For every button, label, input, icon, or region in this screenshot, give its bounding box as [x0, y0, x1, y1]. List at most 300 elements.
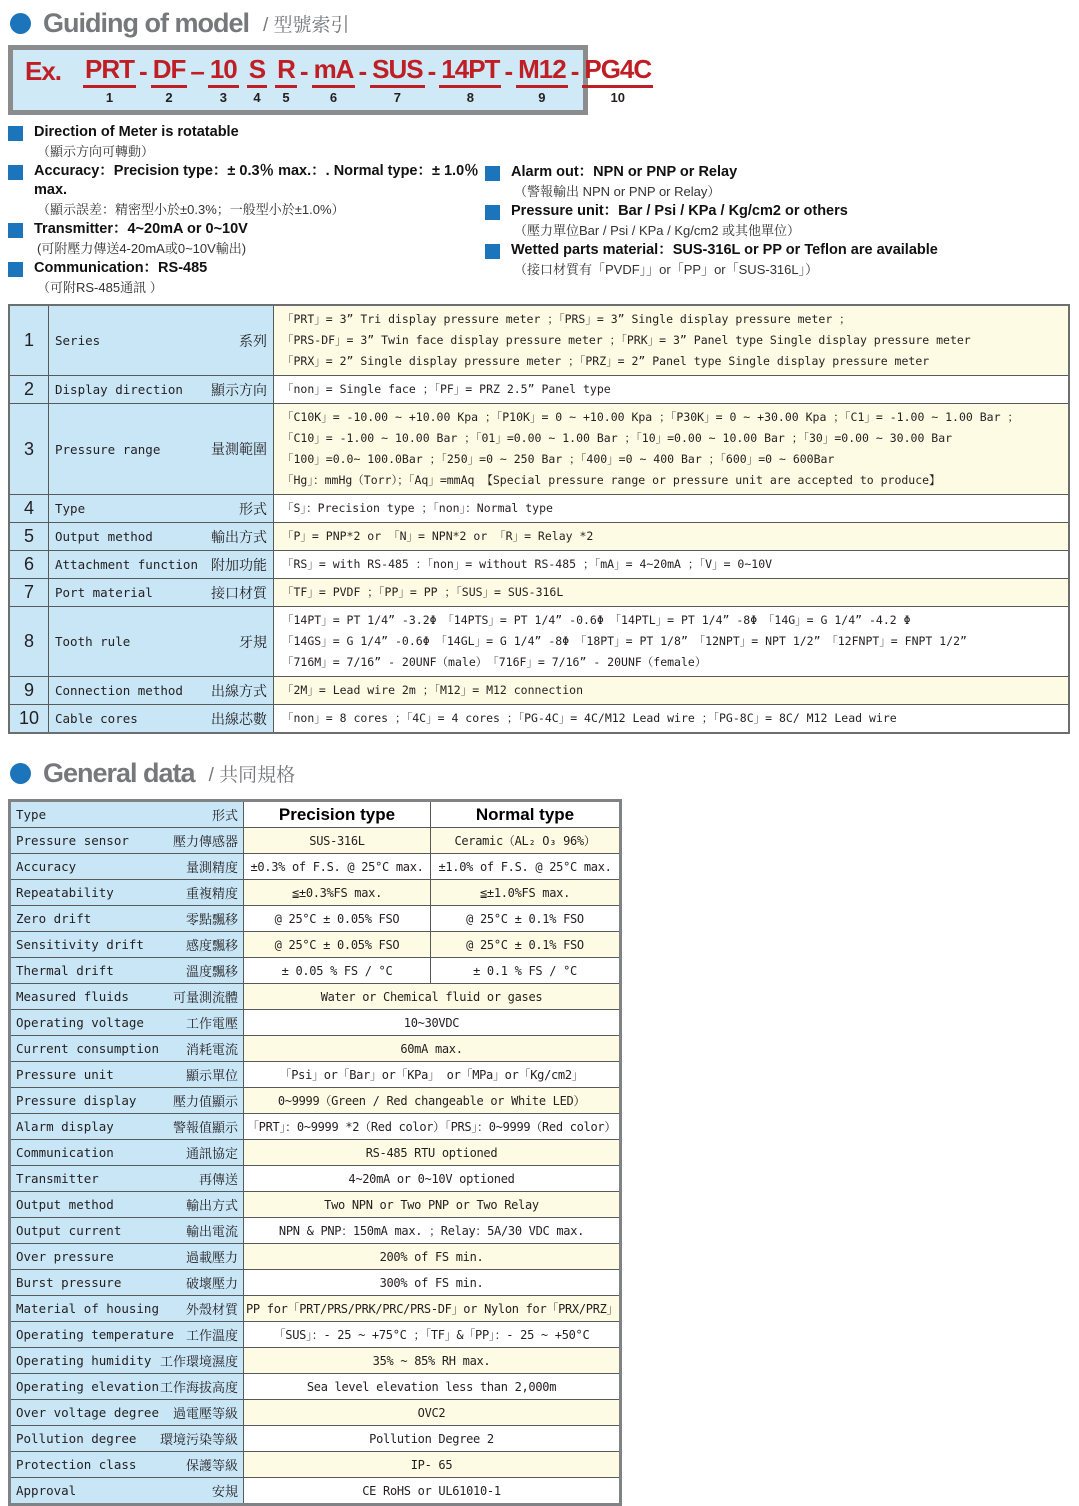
spec-value-merged: 200% of FS min. [244, 1244, 621, 1270]
spec-label-zh: 破壞壓力 [185, 1276, 238, 1291]
spec-value-merged: Water or Chemical fluid or gases [244, 984, 621, 1010]
spec-label-zh: 再傳送 [198, 1172, 238, 1187]
row-content-line: 「C10」= -1.00 ~ 10.00 Bar ；「01」=0.00 ~ 1.00 Bar ；「10」=0.00 ~ 10.00 Bar ；「30」=0.00 ~ 30.00 Bar [282, 431, 953, 445]
spec-label-en: Protection class [16, 1457, 137, 1472]
spec-label-en: Pressure sensor [16, 833, 129, 848]
bullet-square-icon [8, 126, 23, 141]
row-content-cell [274, 523, 1070, 551]
feature-text-zh: （顯示誤差：精密型小於±0.3%；一般型小於±1.0%） [37, 202, 345, 217]
general-table-row [10, 932, 621, 958]
model-code-segment [267, 54, 297, 105]
row-content-cell [274, 551, 1070, 579]
feature-text-en: Accuracy：Precision type：± 0.3％ max.：. Normal type：± 1.0％ max. [34, 163, 479, 198]
row-label-en: Series [55, 333, 101, 348]
spec-label-en: Approval [16, 1483, 77, 1498]
row-content-line: 「TF」= PVDF ；「PP」= PP ；「SUS」= SUS-316L [282, 585, 564, 599]
segment-separator: – [190, 56, 205, 86]
spec-label-cell [10, 1478, 244, 1505]
spec-label-cell [10, 1270, 244, 1296]
model-table-row [9, 305, 1069, 376]
spec-label-en: Output current [16, 1223, 122, 1238]
row-content-line: 「PRX」= 2” Single display pressure meter ；「PRZ」= 2” Panel type Single display pressure meter [282, 354, 930, 368]
spec-label-cell [10, 1140, 244, 1166]
spec-value-precision: ≦±0.3%FS max. [244, 880, 431, 906]
spec-label-zh: 保護等級 [185, 1458, 238, 1473]
row-content-line: 「100」=0.0~ 100.0Bar ；「250」=0 ~ 250 Bar ；「400」=0 ~ 400 Bar ；「600」=0 ~ 600Bar [282, 452, 835, 466]
model-code-segment [297, 54, 356, 105]
spec-value-merged: 300% of FS min. [244, 1270, 621, 1296]
row-label-en: Type [55, 501, 86, 516]
row-label-cell [49, 495, 274, 523]
spec-label-zh: 零點飄移 [185, 912, 238, 927]
row-label-en: Output method [55, 529, 153, 544]
row-label-cell [49, 607, 274, 677]
row-label-cell [49, 305, 274, 376]
feature-text-zh: （壓力單位Bar / Psi / KPa / Kg/cm2 或其他單位） [514, 223, 801, 238]
segment-number: 1 [105, 90, 114, 105]
spec-value-merged: RS-485 RTU optioned [244, 1140, 621, 1166]
spec-label-cell [10, 880, 244, 906]
general-title-zh: / 共同規格 [208, 765, 296, 786]
row-label-zh: 牙規 [239, 633, 267, 650]
row-content-line: 「PRS-DF」= 3” Twin face display pressure meter ；「PRK」= 3” Panel type Single display pressure meter [282, 333, 971, 347]
segment-text: PG4C [582, 54, 653, 88]
feature-text-zh: (可附壓力傳送4-20mA或0~10V輸出) [37, 241, 247, 256]
spec-label-zh: 工作電壓 [185, 1016, 238, 1031]
header-label-cell [10, 801, 244, 828]
spec-label-zh: 輸出電流 [185, 1224, 238, 1239]
model-code-segment [75, 54, 136, 105]
spec-label-zh: 外殼材質 [185, 1302, 238, 1317]
row-label-zh: 顯示方向 [211, 381, 267, 398]
row-content-cell [274, 677, 1070, 705]
spec-label-en: Operating temperature [16, 1327, 175, 1342]
feature-item [8, 220, 485, 258]
spec-value-merged: OVC2 [244, 1400, 621, 1426]
row-number: 5 [9, 523, 49, 551]
model-table-row [9, 404, 1069, 495]
general-table-row [10, 880, 621, 906]
spec-value-merged: NPN & PNP：150mA max. ；Relay：5A/30 VDC max. [244, 1218, 621, 1244]
spec-label-zh: 工作溫度 [185, 1328, 238, 1343]
row-label-en: Attachment function [55, 557, 198, 572]
spec-label-zh: 環境污染等級 [159, 1432, 238, 1447]
row-content-line: 「C10K」= -10.00 ~ +10.00 Kpa ；「P10K」= 0 ~ +10.00 Kpa ；「P30K」= 0 ~ +30.00 Kpa ；「C1」= -1.00 ~ 1.00 Bar ； [282, 410, 1019, 424]
spec-label-en: Operating humidity [16, 1353, 152, 1368]
spec-label-cell [10, 1400, 244, 1426]
row-content-line: 「P」= PNP*2 or 「N」= NPN*2 or 「R」= Relay *2 [282, 529, 594, 543]
general-table-row [10, 906, 621, 932]
spec-label-zh: 消耗電流 [185, 1042, 238, 1057]
guiding-title-zh: / 型號索引 [262, 15, 350, 36]
row-label-en: Cable cores [55, 711, 138, 726]
spec-value-precision: ±0.3% of F.S. @ 25°C max. [244, 854, 431, 880]
spec-value-merged: PP for「PRT/PRS/PRK/PRC/PRS-DF」or Nylon for「PRX/PRZ」 [244, 1296, 621, 1322]
row-content-line: 「S」：Precision type ；「non」：Normal type [282, 501, 553, 515]
bullet-square-icon [485, 205, 500, 220]
spec-label-en: Repeatability [16, 885, 114, 900]
spec-label-zh: 可量測流體 [172, 990, 238, 1005]
general-table-row [10, 1088, 621, 1114]
row-content-cell [274, 376, 1070, 404]
general-table-row [10, 1322, 621, 1348]
spec-value-merged: Sea level elevation less than 2,000m [244, 1374, 621, 1400]
feature-item [8, 123, 485, 161]
spec-label-cell [10, 854, 244, 880]
row-label-zh: 出線方式 [211, 682, 267, 699]
general-table-row [10, 1400, 621, 1426]
spec-label-en: Thermal drift [16, 963, 114, 978]
row-number: 10 [9, 705, 49, 734]
row-label-zh: 附加功能 [211, 556, 267, 573]
model-table-row [9, 523, 1069, 551]
general-table-row [10, 1036, 621, 1062]
feature-text-zh: （警報輸出 NPN or PNP or Relay） [514, 184, 721, 199]
spec-label-en: Material of housing [16, 1301, 159, 1316]
row-number: 4 [9, 495, 49, 523]
spec-label-zh: 感度飄移 [185, 938, 238, 953]
model-table-row [9, 607, 1069, 677]
model-code-segment [425, 54, 502, 105]
general-table-row [10, 1244, 621, 1270]
spec-label-cell [10, 1218, 244, 1244]
feature-text-en: Direction of Meter is rotatable [34, 124, 239, 140]
spec-label-cell [10, 1244, 244, 1270]
model-code-segment [568, 54, 653, 105]
row-label-zh: 接口材質 [211, 584, 267, 601]
general-table-row [10, 1374, 621, 1400]
row-content-line: 「non」= Single face ；「PF」= PRZ 2.5” Panel type [282, 382, 611, 396]
guiding-section-header [0, 6, 1079, 45]
segment-number: 10 [610, 90, 625, 105]
general-table-row [10, 1270, 621, 1296]
general-table-row [10, 984, 621, 1010]
row-number: 3 [9, 404, 49, 495]
feature-text-en: Wetted parts material：SUS-316L or PP or Teflon are available [511, 242, 938, 258]
row-number: 9 [9, 677, 49, 705]
spec-value-normal: ± 0.1 % FS / °C [431, 958, 621, 984]
segment-number: 2 [165, 90, 173, 105]
spec-label-cell [10, 1192, 244, 1218]
segment-number: 6 [329, 90, 338, 105]
normal-type-header: Normal type [431, 801, 621, 828]
spec-value-merged: 0~9999（Green / Red changeable or White LED） [244, 1088, 621, 1114]
spec-value-merged: CE RoHS or UL61010-1 [244, 1478, 621, 1505]
feature-text-zh: （可附RS-485通訊 ） [37, 280, 163, 295]
spec-value-normal: ±1.0% of F.S. @ 25°C max. [431, 854, 621, 880]
row-content-line: 「Hg」：mmHg（Torr）；「Aq」=mmAq 【Special pressure range or pressure unit are accepted to produce】 [282, 473, 941, 487]
feature-text-en: Alarm out：NPN or PNP or Relay [511, 164, 738, 180]
header-label-en: Type [16, 807, 47, 822]
row-content-cell [274, 495, 1070, 523]
spec-label-en: Sensitivity drift [16, 937, 144, 952]
spec-label-cell [10, 1062, 244, 1088]
segment-text: mA [312, 54, 356, 88]
spec-value-merged: 35% ~ 85% RH max. [244, 1348, 621, 1374]
model-table-row [9, 705, 1069, 734]
spec-label-zh: 過電壓等級 [172, 1406, 238, 1421]
general-table-row [10, 1218, 621, 1244]
general-title: General data [43, 758, 195, 788]
general-table-row [10, 1192, 621, 1218]
general-data-table [8, 799, 622, 1506]
general-table-row [10, 1140, 621, 1166]
row-label-cell [49, 376, 274, 404]
general-table-row [10, 1062, 621, 1088]
bullet-square-icon [485, 244, 500, 259]
row-content-line: 「2M」= Lead wire 2m ；「M12」= M12 connection [282, 683, 583, 697]
general-table-row [10, 1348, 621, 1374]
row-label-cell [49, 404, 274, 495]
spec-value-merged: 60mA max. [244, 1036, 621, 1062]
spec-value-normal: @ 25°C ± 0.1% FSO [431, 932, 621, 958]
feature-lists [8, 123, 1079, 298]
spec-label-zh: 溫度飄移 [185, 964, 238, 979]
general-table-row [10, 1010, 621, 1036]
spec-label-en: Alarm display [16, 1119, 114, 1134]
spec-label-en: Operating voltage [16, 1015, 144, 1030]
spec-label-zh: 壓力值顯示 [172, 1094, 238, 1109]
feature-text-zh: （顯示方向可轉動） [37, 144, 155, 159]
spec-label-en: Zero drift [16, 911, 92, 926]
spec-value-precision: ± 0.05 % FS / °C [244, 958, 431, 984]
spec-value-normal: Ceramic（AL₂ O₃ 96%） [431, 828, 621, 854]
row-label-en: Pressure range [55, 441, 161, 457]
spec-label-en: Pressure display [16, 1093, 137, 1108]
row-label-en: Connection method [55, 683, 183, 698]
segment-separator: - [427, 56, 437, 86]
row-content-cell [274, 705, 1070, 734]
row-content-line: 「RS」= with RS-485 ：「non」= without RS-485 ；「mA」= 4~20mA ；「V」= 0~10V [282, 557, 773, 571]
spec-label-zh: 輸出方式 [185, 1198, 238, 1213]
model-table-row [9, 579, 1069, 607]
general-table-row [10, 1478, 621, 1505]
feature-item [485, 202, 1079, 240]
general-table-header-row [10, 801, 621, 828]
spec-label-zh: 壓力傳感器 [172, 834, 238, 849]
segment-separator: - [358, 56, 368, 86]
spec-value-merged: 「SUS」：- 25 ~ +75°C ；「TF」&「PP」：- 25 ~ +50°C [244, 1322, 621, 1348]
spec-label-zh: 通訊協定 [185, 1146, 238, 1161]
feature-text-en: Communication：RS-485 [34, 260, 208, 276]
spec-label-zh: 工作海拔高度 [159, 1380, 238, 1395]
segment-text: 14PT [439, 54, 501, 88]
row-content-line: 「14GS」= G 1/4” -0.6Φ 「14GL」= G 1/4” -8Φ 「18PT」= PT 1/8” 「12NPT」= NPT 1/2” 「12FNPT」= FNPT 1/2” [282, 634, 967, 648]
segment-text: 10 [208, 54, 239, 88]
general-table-row [10, 1452, 621, 1478]
bullet-circle-icon [10, 763, 31, 784]
general-table-row [10, 854, 621, 880]
model-table-row [9, 376, 1069, 404]
spec-label-en: Communication [16, 1145, 114, 1160]
row-number: 1 [9, 305, 49, 376]
segment-text: M12 [516, 54, 568, 88]
spec-label-cell [10, 828, 244, 854]
bullet-square-icon [8, 223, 23, 238]
feature-item [8, 259, 485, 297]
general-table-row [10, 1426, 621, 1452]
spec-label-zh: 量測精度 [185, 860, 238, 875]
spec-label-cell [10, 1010, 244, 1036]
segment-separator: - [299, 56, 309, 86]
spec-label-zh: 工作環境濕度 [159, 1354, 238, 1369]
spec-value-merged: Two NPN or Two PNP or Two Relay [244, 1192, 621, 1218]
spec-label-cell [10, 1452, 244, 1478]
spec-label-en: Pollution degree [16, 1431, 137, 1446]
spec-label-cell [10, 1426, 244, 1452]
row-label-cell [49, 579, 274, 607]
spec-value-merged: 4~20mA or 0~10V optioned [244, 1166, 621, 1192]
segment-number: 3 [219, 90, 227, 105]
general-table-row [10, 1166, 621, 1192]
row-label-zh: 輸出方式 [211, 528, 267, 545]
row-content-cell [274, 305, 1070, 376]
segment-number: 8 [466, 90, 474, 105]
spec-label-en: Over pressure [16, 1249, 114, 1264]
row-label-zh: 量測範圍 [211, 441, 267, 457]
spec-label-cell [10, 1322, 244, 1348]
row-label-cell [49, 523, 274, 551]
row-content-line: 「PRT」= 3” Tri display pressure meter ；「PRS」= 3” Single display pressure meter ； [282, 312, 851, 326]
row-label-zh: 系列 [239, 332, 267, 349]
spec-label-en: Transmitter [16, 1171, 99, 1186]
spec-value-merged: 10~30VDC [244, 1010, 621, 1036]
row-number: 2 [9, 376, 49, 404]
spec-value-merged: 「Psi」or「Bar」or「KPa」 or「MPa」or「Kg/cm2」 [244, 1062, 621, 1088]
model-code-segments [75, 54, 653, 105]
segment-number: 4 [253, 90, 261, 105]
spec-label-cell [10, 1348, 244, 1374]
bullet-square-icon [485, 166, 500, 181]
row-label-cell [49, 705, 274, 734]
row-content-line: 「716M」= 7/16” - 20UNF（male） 「716F」= 7/16” - 20UNF（female） [282, 655, 707, 669]
row-content-cell [274, 607, 1070, 677]
model-code-segment [187, 54, 238, 105]
spec-label-zh: 過載壓力 [185, 1250, 238, 1265]
spec-value-merged: 「PRT」：0~9999 *2（Red color）「PRS」：0~9999（Red color） [244, 1114, 621, 1140]
row-number: 8 [9, 607, 49, 677]
segment-text: PRT [83, 54, 136, 88]
spec-label-cell [10, 1296, 244, 1322]
bullet-square-icon [8, 262, 23, 277]
bullet-square-icon [8, 165, 23, 180]
bullet-circle-icon [10, 13, 31, 34]
row-content-line: 「non」= 8 cores ；「4C」= 4 cores ；「PG-4C」= 4C/M12 Lead wire ；「PG-8C」= 8C/ M12 Lead wire [282, 711, 897, 725]
feature-item [485, 163, 1079, 201]
spec-label-zh: 重複精度 [185, 886, 238, 901]
model-code-table [8, 304, 1070, 734]
model-table-row [9, 551, 1069, 579]
spec-label-en: Current consumption [16, 1041, 159, 1056]
segment-separator: - [139, 56, 148, 86]
feature-text-zh: （接口材質有「PVDF」」or「PP」or「SUS-316L」） [514, 262, 819, 277]
spec-label-en: Accuracy [16, 859, 77, 874]
spec-label-zh: 警報值顯示 [172, 1120, 238, 1135]
spec-value-merged: Pollution Degree 2 [244, 1426, 621, 1452]
spec-label-zh: 安規 [211, 1484, 238, 1499]
row-label-cell [49, 551, 274, 579]
row-label-en: Display direction [55, 382, 183, 397]
segment-text: R [275, 54, 297, 88]
spec-value-normal: ≦±1.0%FS max. [431, 880, 621, 906]
row-number: 6 [9, 551, 49, 579]
spec-label-cell [10, 1036, 244, 1062]
segment-separator: - [570, 56, 580, 86]
general-section-header [0, 756, 1079, 795]
general-table-row [10, 1114, 621, 1140]
feature-item [485, 241, 1079, 279]
example-prefix: Ex. [25, 56, 62, 86]
row-label-zh: 形式 [239, 500, 267, 517]
feature-text-en: Pressure unit：Bar / Psi / KPa / Kg/cm2 or others [511, 203, 848, 219]
spec-label-en: Output method [16, 1197, 114, 1212]
general-table-row [10, 828, 621, 854]
row-label-en: Tooth rule [55, 634, 131, 649]
row-label-cell [49, 677, 274, 705]
row-content-cell [274, 404, 1070, 495]
segment-text: S [247, 54, 267, 88]
segment-number: 7 [393, 90, 401, 105]
general-table-row [10, 958, 621, 984]
segment-text: DF [151, 54, 188, 88]
spec-label-cell [10, 1088, 244, 1114]
spec-value-merged: IP- 65 [244, 1452, 621, 1478]
spec-value-precision: @ 25°C ± 0.05% FSO [244, 906, 431, 932]
spec-value-precision: @ 25°C ± 0.05% FSO [244, 932, 431, 958]
spec-label-cell [10, 984, 244, 1010]
precision-type-header: Precision type [244, 801, 431, 828]
spec-label-cell [10, 1166, 244, 1192]
feature-item [8, 162, 485, 219]
header-label-zh: 形式 [211, 808, 238, 823]
spec-label-en: Burst pressure [16, 1275, 122, 1290]
spec-label-cell [10, 1374, 244, 1400]
model-code-segment [239, 54, 267, 105]
feature-column-left [8, 123, 485, 298]
model-table-row [9, 495, 1069, 523]
spec-value-precision: SUS-316L [244, 828, 431, 854]
row-content-cell [274, 579, 1070, 607]
segment-number: 9 [538, 90, 546, 105]
guiding-title: Guiding of model [43, 8, 249, 38]
model-table-row [9, 677, 1069, 705]
segment-number: 5 [282, 90, 290, 105]
feature-text-en: Transmitter：4~20mA or 0~10V [34, 221, 248, 237]
spec-label-cell [10, 906, 244, 932]
spec-label-cell [10, 1114, 244, 1140]
spec-label-en: Over voltage degree [16, 1405, 159, 1420]
feature-column-right [485, 123, 1079, 298]
row-label-zh: 出線芯數 [211, 710, 267, 727]
spec-label-en: Measured fluids [16, 989, 129, 1004]
segment-text: SUS [370, 54, 424, 88]
model-code-segment [501, 54, 567, 105]
spec-label-en: Operating elevation [16, 1379, 159, 1394]
spec-label-cell [10, 932, 244, 958]
model-example-box [8, 45, 652, 115]
model-code-segment [136, 54, 187, 105]
segment-separator: - [504, 56, 514, 86]
model-code-segment [355, 54, 424, 105]
row-content-line: 「14PT」= PT 1/4” -3.2Φ 「14PTS」= PT 1/4” -0.6Φ 「14PTL」= PT 1/4” -8Φ 「14G」= G 1/4” -4.2 Φ [282, 613, 911, 627]
row-label-en: Port material [55, 585, 153, 600]
spec-label-en: Pressure unit [16, 1067, 114, 1082]
general-table-row [10, 1296, 621, 1322]
spec-value-normal: @ 25°C ± 0.1% FSO [431, 906, 621, 932]
spec-label-zh: 顯示單位 [185, 1068, 238, 1083]
spec-label-cell [10, 958, 244, 984]
row-number: 7 [9, 579, 49, 607]
